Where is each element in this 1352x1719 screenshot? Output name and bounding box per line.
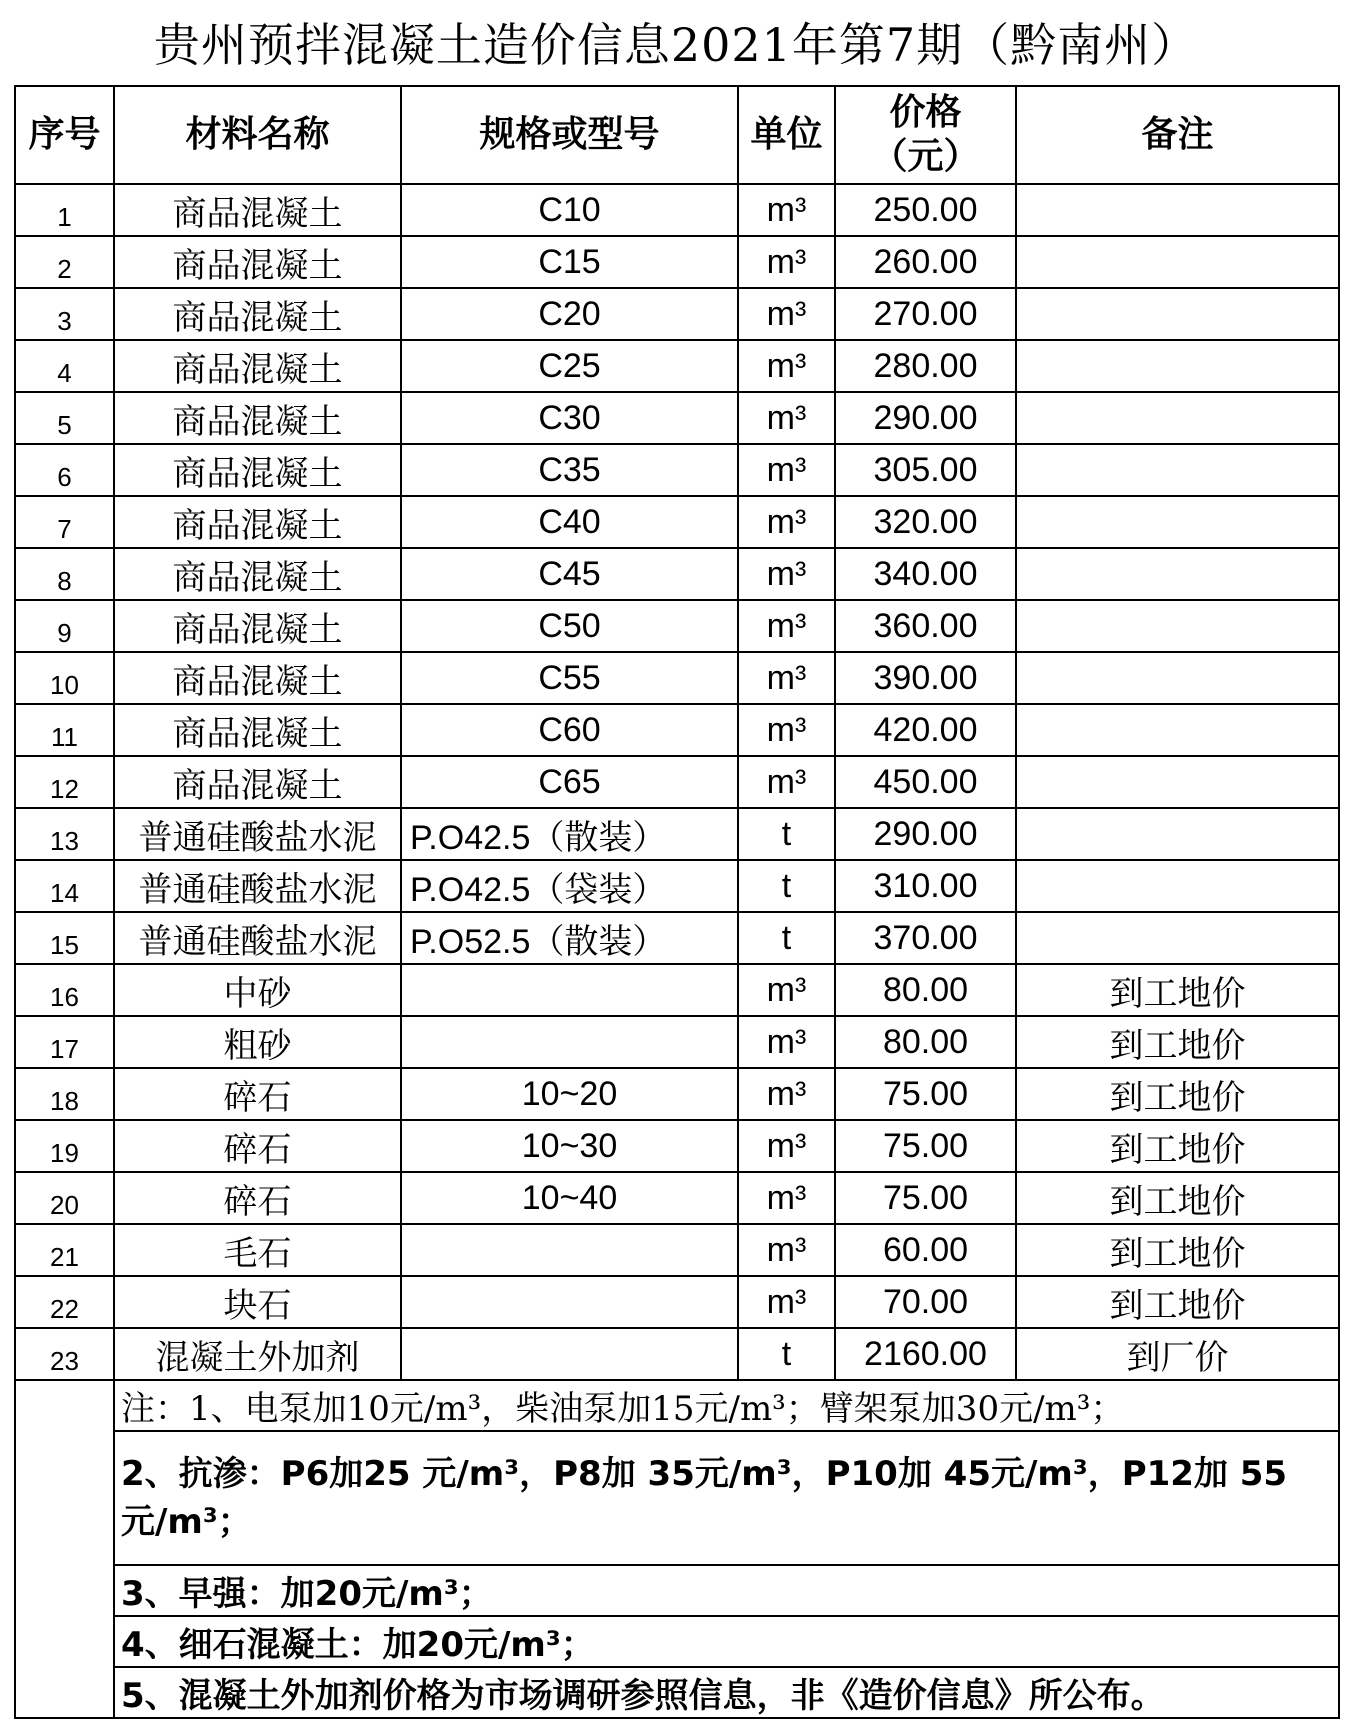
cell-spec: C35 xyxy=(401,444,738,496)
cell-spec: P.O42.5（散装） xyxy=(401,808,738,860)
cell-name: 商品混凝土 xyxy=(114,392,401,444)
cell-no: 10 xyxy=(15,652,114,704)
cell-no: 7 xyxy=(15,496,114,548)
table-row xyxy=(15,704,1339,756)
table-row xyxy=(15,288,1339,340)
cell-name: 商品混凝土 xyxy=(114,236,401,288)
note-row xyxy=(15,1667,1339,1718)
cell-name: 商品混凝土 xyxy=(114,496,401,548)
cell-spec xyxy=(401,1016,738,1068)
cell-no: 14 xyxy=(15,860,114,912)
cell-unit: t xyxy=(738,1328,835,1380)
table-row xyxy=(15,860,1339,912)
header-price-line2: （元） xyxy=(871,136,980,177)
cell-price: 310.00 xyxy=(835,860,1016,912)
cell-note xyxy=(1016,756,1339,808)
cell-note: 到工地价 xyxy=(1016,1016,1339,1068)
cell-unit: m³ xyxy=(738,548,835,600)
cell-no: 20 xyxy=(15,1172,114,1224)
cell-spec: P.O42.5（袋装） xyxy=(401,860,738,912)
note-row xyxy=(15,1431,1339,1565)
cell-spec: 10~30 xyxy=(401,1120,738,1172)
cell-name: 普通硅酸盐水泥 xyxy=(114,912,401,964)
cell-name: 商品混凝土 xyxy=(114,340,401,392)
cell-name: 商品混凝土 xyxy=(114,444,401,496)
cell-price: 75.00 xyxy=(835,1120,1016,1172)
cell-price: 80.00 xyxy=(835,1016,1016,1068)
price-table xyxy=(14,85,1340,1719)
table-row xyxy=(15,1224,1339,1276)
cell-unit: m³ xyxy=(738,600,835,652)
cell-price: 390.00 xyxy=(835,652,1016,704)
cell-price: 60.00 xyxy=(835,1224,1016,1276)
cell-price: 260.00 xyxy=(835,236,1016,288)
header-note: 备注 xyxy=(1016,86,1339,184)
cell-price: 2160.00 xyxy=(835,1328,1016,1380)
cell-price: 340.00 xyxy=(835,548,1016,600)
table-row xyxy=(15,964,1339,1016)
cell-name: 混凝土外加剂 xyxy=(114,1328,401,1380)
cell-note xyxy=(1016,860,1339,912)
cell-note xyxy=(1016,808,1339,860)
header-spec: 规格或型号 xyxy=(401,86,738,184)
cell-name: 商品混凝土 xyxy=(114,288,401,340)
table-row xyxy=(15,756,1339,808)
note-text: 4、细石混凝土：加20元/m³； xyxy=(114,1616,1339,1667)
cell-note xyxy=(1016,340,1339,392)
cell-name: 粗砂 xyxy=(114,1016,401,1068)
table-row xyxy=(15,1276,1339,1328)
cell-unit: m³ xyxy=(738,236,835,288)
cell-price: 75.00 xyxy=(835,1068,1016,1120)
header-name: 材料名称 xyxy=(114,86,401,184)
table-row xyxy=(15,912,1339,964)
cell-no: 11 xyxy=(15,704,114,756)
cell-unit: m³ xyxy=(738,652,835,704)
cell-no: 1 xyxy=(15,184,114,236)
cell-spec: C40 xyxy=(401,496,738,548)
cell-spec: C20 xyxy=(401,288,738,340)
cell-price: 290.00 xyxy=(835,808,1016,860)
note-blank-cell xyxy=(15,1380,114,1718)
table-row xyxy=(15,236,1339,288)
cell-note xyxy=(1016,288,1339,340)
header-price-line1: 价格 xyxy=(889,92,962,133)
cell-no: 6 xyxy=(15,444,114,496)
cell-price: 75.00 xyxy=(835,1172,1016,1224)
cell-price: 450.00 xyxy=(835,756,1016,808)
cell-unit: m³ xyxy=(738,704,835,756)
cell-note: 到工地价 xyxy=(1016,1172,1339,1224)
cell-no: 23 xyxy=(15,1328,114,1380)
cell-spec: C60 xyxy=(401,704,738,756)
cell-price: 270.00 xyxy=(835,288,1016,340)
cell-no: 3 xyxy=(15,288,114,340)
cell-price: 420.00 xyxy=(835,704,1016,756)
table-row xyxy=(15,1120,1339,1172)
cell-name: 中砂 xyxy=(114,964,401,1016)
cell-note xyxy=(1016,444,1339,496)
cell-no: 15 xyxy=(15,912,114,964)
cell-no: 17 xyxy=(15,1016,114,1068)
header-price xyxy=(835,86,1016,184)
cell-note xyxy=(1016,652,1339,704)
cell-name: 商品混凝土 xyxy=(114,704,401,756)
cell-price: 370.00 xyxy=(835,912,1016,964)
table-row xyxy=(15,1068,1339,1120)
cell-no: 5 xyxy=(15,392,114,444)
cell-note xyxy=(1016,600,1339,652)
cell-no: 13 xyxy=(15,808,114,860)
cell-name: 毛石 xyxy=(114,1224,401,1276)
note-row xyxy=(15,1565,1339,1616)
cell-note xyxy=(1016,392,1339,444)
header-no: 序号 xyxy=(15,86,114,184)
cell-note: 到工地价 xyxy=(1016,964,1339,1016)
table-row xyxy=(15,340,1339,392)
cell-spec: 10~40 xyxy=(401,1172,738,1224)
cell-note xyxy=(1016,912,1339,964)
cell-name: 块石 xyxy=(114,1276,401,1328)
table-row xyxy=(15,496,1339,548)
cell-no: 16 xyxy=(15,964,114,1016)
cell-note xyxy=(1016,496,1339,548)
cell-name: 普通硅酸盐水泥 xyxy=(114,808,401,860)
cell-unit: m³ xyxy=(738,1068,835,1120)
cell-price: 280.00 xyxy=(835,340,1016,392)
cell-unit: m³ xyxy=(738,444,835,496)
cell-note xyxy=(1016,236,1339,288)
cell-note: 到工地价 xyxy=(1016,1276,1339,1328)
cell-no: 22 xyxy=(15,1276,114,1328)
note-text: 3、早强：加20元/m³； xyxy=(114,1565,1339,1616)
cell-unit: m³ xyxy=(738,496,835,548)
cell-unit: m³ xyxy=(738,964,835,1016)
cell-name: 商品混凝土 xyxy=(114,548,401,600)
cell-spec xyxy=(401,1276,738,1328)
cell-unit: m³ xyxy=(738,1224,835,1276)
cell-spec xyxy=(401,964,738,1016)
cell-name: 碎石 xyxy=(114,1172,401,1224)
cell-price: 320.00 xyxy=(835,496,1016,548)
header-row xyxy=(15,86,1339,184)
note-text: 5、混凝土外加剂价格为市场调研参照信息，非《造价信息》所公布。 xyxy=(114,1667,1339,1718)
cell-unit: t xyxy=(738,808,835,860)
cell-unit: m³ xyxy=(738,184,835,236)
cell-spec: C30 xyxy=(401,392,738,444)
note-text: 注：1、电泵加10元/m³，柴油泵加15元/m³；臂架泵加30元/m³； xyxy=(114,1380,1339,1431)
cell-name: 普通硅酸盐水泥 xyxy=(114,860,401,912)
cell-spec: C55 xyxy=(401,652,738,704)
cell-unit: m³ xyxy=(738,340,835,392)
cell-unit: m³ xyxy=(738,392,835,444)
cell-unit: m³ xyxy=(738,1276,835,1328)
table-row xyxy=(15,548,1339,600)
cell-note: 到工地价 xyxy=(1016,1120,1339,1172)
cell-spec: 10~20 xyxy=(401,1068,738,1120)
table-row xyxy=(15,1016,1339,1068)
price-table-body xyxy=(15,86,1339,1718)
cell-unit: m³ xyxy=(738,1016,835,1068)
cell-price: 80.00 xyxy=(835,964,1016,1016)
cell-spec: C25 xyxy=(401,340,738,392)
cell-no: 4 xyxy=(15,340,114,392)
cell-name: 碎石 xyxy=(114,1120,401,1172)
cell-spec: C45 xyxy=(401,548,738,600)
note-row xyxy=(15,1616,1339,1667)
cell-spec: C50 xyxy=(401,600,738,652)
cell-name: 商品混凝土 xyxy=(114,756,401,808)
cell-spec: C15 xyxy=(401,236,738,288)
page-title: 贵州预拌混凝土造价信息2021年第7期（黔南州） xyxy=(153,18,1199,72)
cell-note xyxy=(1016,184,1339,236)
cell-note: 到工地价 xyxy=(1016,1068,1339,1120)
cell-note: 到厂价 xyxy=(1016,1328,1339,1380)
cell-price: 70.00 xyxy=(835,1276,1016,1328)
table-row xyxy=(15,808,1339,860)
cell-price: 290.00 xyxy=(835,392,1016,444)
cell-no: 21 xyxy=(15,1224,114,1276)
table-row xyxy=(15,652,1339,704)
cell-price: 250.00 xyxy=(835,184,1016,236)
cell-note: 到工地价 xyxy=(1016,1224,1339,1276)
cell-name: 碎石 xyxy=(114,1068,401,1120)
cell-spec xyxy=(401,1328,738,1380)
cell-spec: C10 xyxy=(401,184,738,236)
cell-no: 12 xyxy=(15,756,114,808)
note-text: 2、抗渗：P6加25 元/m³，P8加 35元/m³，P10加 45元/m³，P12加 55元/m³； xyxy=(114,1431,1339,1565)
cell-unit: m³ xyxy=(738,1120,835,1172)
table-row xyxy=(15,1172,1339,1224)
cell-note xyxy=(1016,704,1339,756)
table-row xyxy=(15,444,1339,496)
table-row xyxy=(15,184,1339,236)
header-unit: 单位 xyxy=(738,86,835,184)
cell-name: 商品混凝土 xyxy=(114,184,401,236)
table-row xyxy=(15,600,1339,652)
cell-unit: m³ xyxy=(738,288,835,340)
cell-no: 2 xyxy=(15,236,114,288)
cell-no: 18 xyxy=(15,1068,114,1120)
table-row xyxy=(15,392,1339,444)
cell-spec xyxy=(401,1224,738,1276)
cell-no: 19 xyxy=(15,1120,114,1172)
cell-spec: P.O52.5（散装） xyxy=(401,912,738,964)
table-row xyxy=(15,1328,1339,1380)
cell-no: 9 xyxy=(15,600,114,652)
cell-name: 商品混凝土 xyxy=(114,600,401,652)
cell-spec: C65 xyxy=(401,756,738,808)
note-row xyxy=(15,1380,1339,1431)
cell-unit: m³ xyxy=(738,1172,835,1224)
cell-price: 360.00 xyxy=(835,600,1016,652)
cell-note xyxy=(1016,548,1339,600)
cell-unit: t xyxy=(738,860,835,912)
cell-unit: t xyxy=(738,912,835,964)
cell-unit: m³ xyxy=(738,756,835,808)
cell-price: 305.00 xyxy=(835,444,1016,496)
cell-no: 8 xyxy=(15,548,114,600)
cell-name: 商品混凝土 xyxy=(114,652,401,704)
